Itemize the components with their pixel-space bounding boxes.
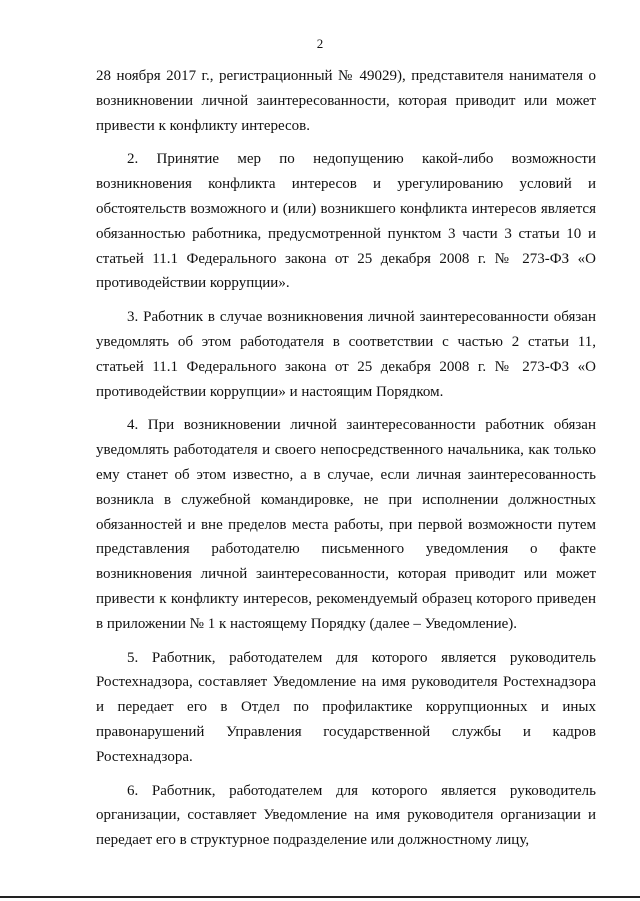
paragraph-item-2: 2. Принятие мер по недопущению какой-либо возможности возникновения конфликта интересов и урегулированию условий и обстоятельств возможного и (или) возникшего конфликта интересов является обязанностью работника, предусмотренной пунктом 3 части 3 статьи 10 и статьей 11.1 Федерального закона от 25 декабря 2008 г. № 273-ФЗ «О противодействии коррупции». <box>96 151 596 292</box>
paragraph-item-6: 6. Работник, работодателем для которого является руководитель организации, составляет Уведомление на имя руководителя организации и передает его в структурное подразделение или должностному лицу, <box>96 782 596 849</box>
page-number: 2 <box>316 36 324 51</box>
paragraph-continuation: 28 ноября 2017 г., регистрационный № 49029), представителя нанимателя о возникновении личной заинтересованности, которая приводит или может привести к конфликту интересов. <box>96 68 596 134</box>
paragraph-item-4: 4. При возникновении личной заинтересованности работник обязан уведомлять работодателя и своего непосредственного начальника, как только ему станет об этом известно, а в случае, если личная заинтересованность возникла в служебной командировке, не при исполнении должностных обязанностей и вне пределов места работы, при первой возможности путем представления работодателю письменного уведомления о факте возникновения личной заинтересованности, которая приводит или может привести к конфликту интересов, рекомендуемый образец которого приведен в приложении № 1 к настоящему Порядку (далее – Уведомление). <box>96 417 596 632</box>
paragraph-item-3: 3. Работник в случае возникновения личной заинтересованности обязан уведомлять об этом работодателя в соответствии с частью 2 статьи 11, статьей 11.1 Федерального закона от 25 декабря 2008 г. № 273-ФЗ «О противодействии коррупции» и настоящим Порядком. <box>96 309 596 400</box>
document-body <box>96 64 596 862</box>
paragraph-item-5: 5. Работник, работодателем для которого является руководитель Ростехнадзора, составляет Уведомление на имя руководителя Ростехнадзора и передает его в Отдел по профилактике коррупционных и иных правонарушений Управления государственной службы и кадров Ростехнадзора. <box>96 649 596 765</box>
page-bottom-edge <box>0 896 640 898</box>
